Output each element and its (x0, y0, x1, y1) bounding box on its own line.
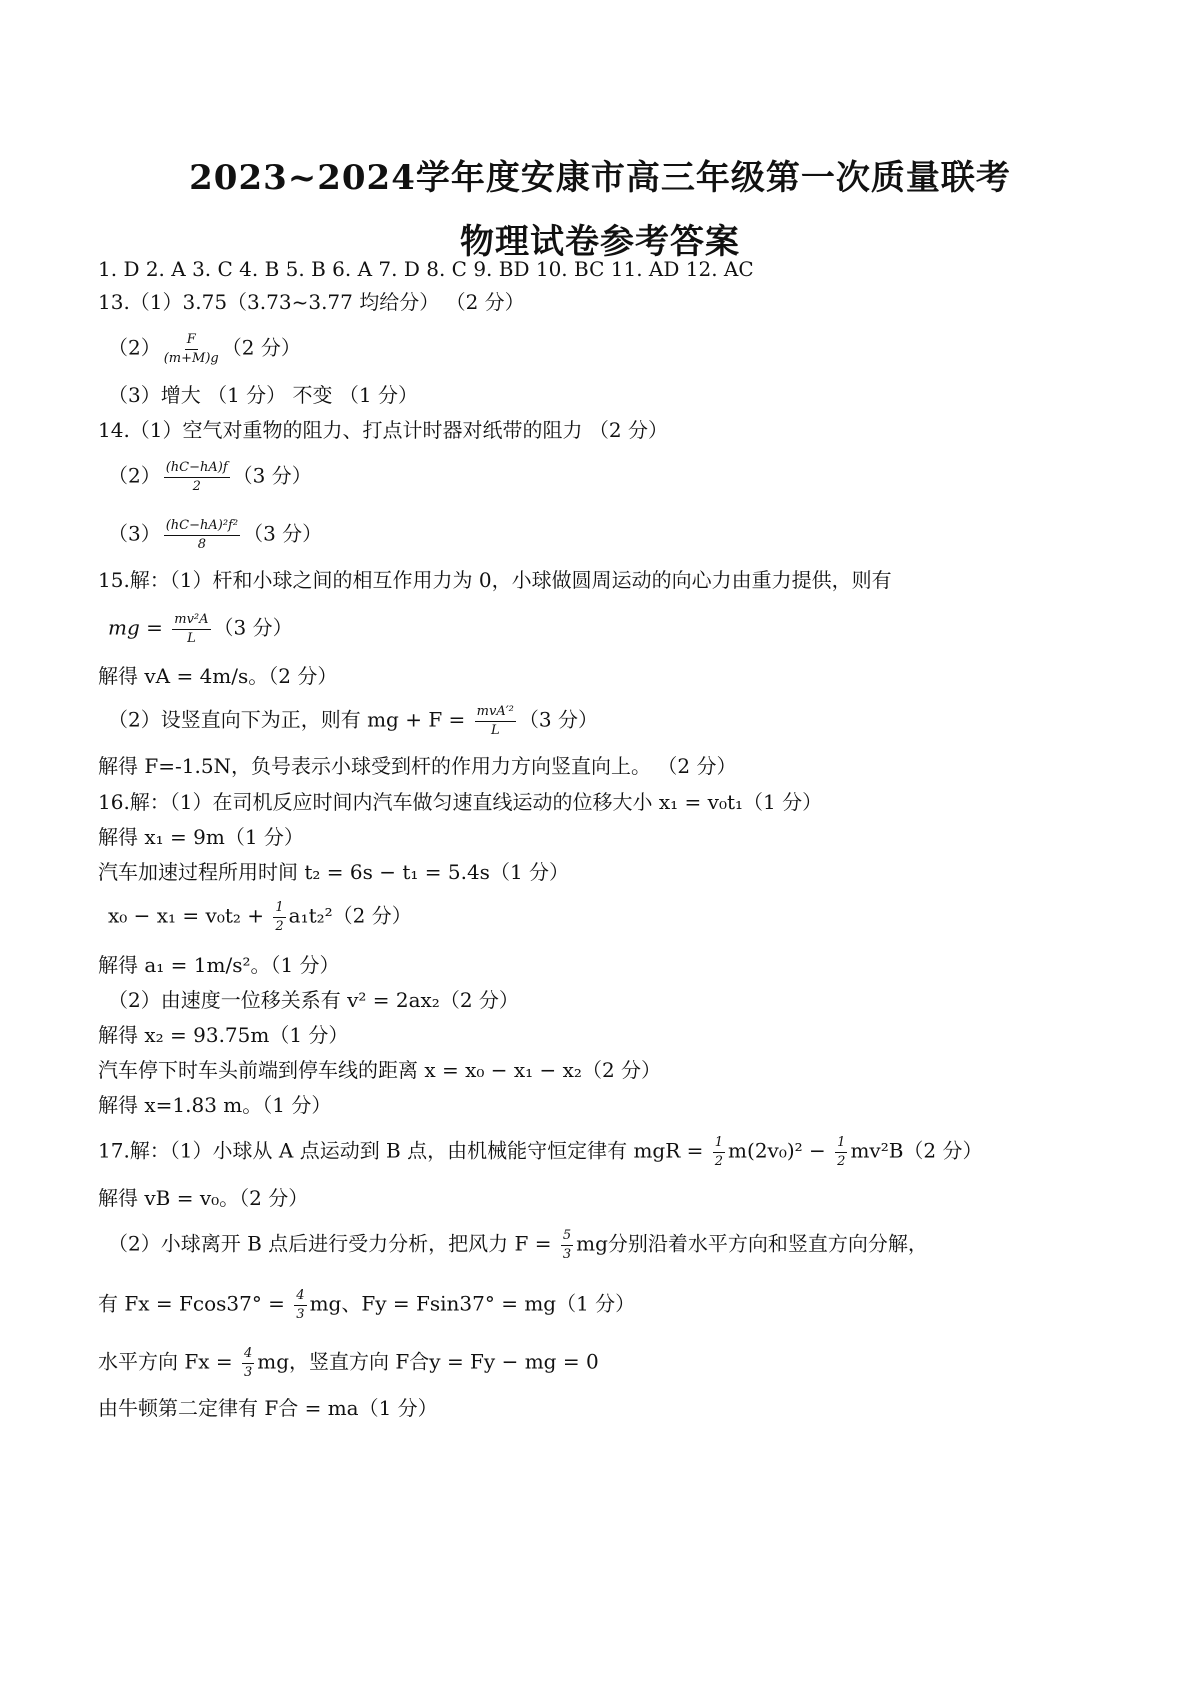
q17-part1: 17.解：（1）小球从 A 点运动到 B 点，由机械能守恒定律有 mgR = $\frac{1}{2}$ m(2v₀)² − $\frac{1}{2}$ mv²B（2 分） (98, 1135, 983, 1169)
q16-fraction: $\frac{1}{2}$ (275, 900, 284, 934)
q14-part3: （3） $\frac{\text{(hC−hA)²f²}}{8}$ （3 分） (108, 518, 323, 552)
q17-half-1: $\frac{1}{2}$ (714, 1135, 724, 1169)
q14-part1: 14.（1）空气对重物的阻力、打点计时器对纸带的阻力 （2 分） (98, 418, 668, 442)
q15-part2: （2）设竖直向下为正，则有 mg + F = $\frac{\text{mvA′²}}{L}$ （3 分） (108, 704, 598, 738)
q16-result4: 解得 x=1.83 m。（1 分） (98, 1093, 332, 1117)
q17-part3: 有 Fx = Fcos37° = $\frac{4}{3}$ mg、Fy = Fsin37° = mg（1 分） (98, 1288, 636, 1322)
q17-fraction-4-3-b: $\frac{4}{3}$ (244, 1346, 253, 1380)
multiple-choice-answers: 1. D 2. A 3. C 4. B 5. B 6. A 7. D 8. C 9. BD 10. BC 11. AD 12. AC (98, 257, 754, 281)
q15-result2: 解得 F=-1.5N，负号表示小球受到杆的作用力方向竖直向上。 （2 分） (98, 754, 737, 778)
q16-part1: 16.解：（1）在司机反应时间内汽车做匀速直线运动的位移大小 x₁ = v₀t₁（1 分） (98, 790, 823, 814)
q15-fraction-2: $\frac{\text{mvA′²}}{L}$ (476, 704, 514, 738)
page-subtitle: 物理试卷参考答案 (460, 222, 740, 262)
q16-equation: x₀ − x₁ = v₀t₂ + $\frac{1}{2}$ a₁t₂²（2 分） (108, 900, 412, 934)
q16-part2: 汽车加速过程所用时间 t₂ = 6s − t₁ = 5.4s（1 分） (98, 860, 570, 884)
q16-result2: 解得 a₁ = 1m/s²。（1 分） (98, 953, 340, 977)
q17-fraction-4-3-a: $\frac{4}{3}$ (296, 1288, 305, 1322)
q16-result1: 解得 x₁ = 9m（1 分） (98, 825, 304, 849)
q14-part2: （2） $\frac{(hC-hA)f}{2}$ （3 分） (108, 460, 312, 494)
q15-result1: 解得 vA = 4m/s。（2 分） (98, 664, 338, 688)
q15-fraction-1: $\frac{\text{mv²A}}{L}$ (174, 612, 209, 646)
q14-fraction-3: $\frac{\text{(hC−hA)²f²}}{8}$ (165, 518, 239, 552)
q16-part4: 汽车停下时车头前端到停车线的距离 x = x₀ − x₁ − x₂（2 分） (98, 1058, 662, 1082)
q17-result1: 解得 vB = v₀。（2 分） (98, 1186, 309, 1210)
q13-part3: （3）增大 （1 分） 不变 （1 分） (108, 383, 418, 407)
q16-part3: （2）由速度一位移关系有 v² = 2ax₂（2 分） (108, 988, 519, 1012)
q17-part4: 水平方向 Fx = $\frac{4}{3}$ mg，竖直方向 F合y = Fy − mg = 0 (98, 1346, 599, 1380)
q13-part2: （2） $\frac{F}{(m+M)g}$ （2 分） (108, 332, 301, 366)
q15-part1: 15.解：（1）杆和小球之间的相互作用力为 0，小球做圆周运动的向心力由重力提供，则有 (98, 568, 892, 592)
page-title: 2023~2024学年度安康市高三年级第一次质量联考 (189, 158, 1011, 198)
q13-part1: 13.（1）3.75（3.73~3.77 均给分） （2 分） (98, 290, 525, 314)
q17-part5: 由牛顿第二定律有 F合 = ma（1 分） (98, 1396, 438, 1420)
q16-result3: 解得 x₂ = 93.75m（1 分） (98, 1023, 349, 1047)
q15-equation1: mg = $\frac{\text{mv²A}}{L}$ （3 分） (108, 612, 293, 646)
q14-fraction-2: $\frac{(hC-hA)f}{2}$ (165, 460, 228, 494)
q17-fraction-5-3: $\frac{5}{3}$ (562, 1228, 572, 1262)
q17-part2: （2）小球离开 B 点后进行受力分析，把风力 F = $\frac{5}{3}$ mg分别沿着水平方向和竖直方向分解， (108, 1228, 928, 1262)
q13-fraction: $\frac{F}{(m+M)g}$ (163, 332, 219, 366)
q17-half-2: $\frac{1}{2}$ (837, 1135, 846, 1169)
